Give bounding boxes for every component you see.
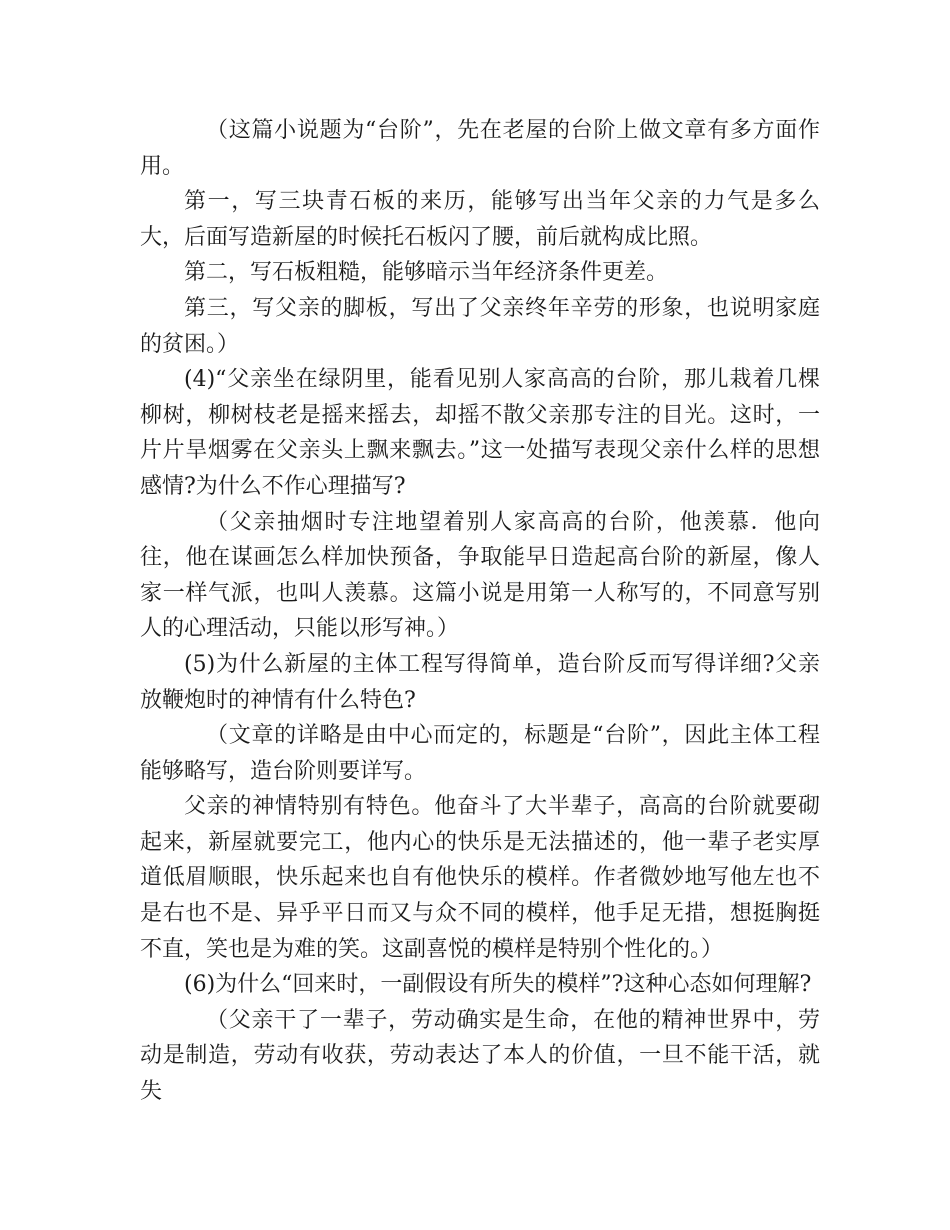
answer-4: （父亲抽烟时专注地望着别人家高高的台阶，他羡慕．他向往，他在谋画怎么样加快预备，争取能早日造起高台阶的新屋，像人家一样气派，也叫人羡慕。这篇小说是用第一人称写的，不同意写别人的心理活动，只能以形写神。）	[140, 509, 820, 642]
paragraph-point-three: 第三，写父亲的脚板，写出了父亲终年辛劳的形象，也说明家庭的贫困。）	[140, 295, 820, 357]
answer-5-part-2: 父亲的神情特别有特色。他奋斗了大半辈子，高高的台阶就要砌起来，新屋就要完工，他内心的快乐是无法描述的，他一辈子老实厚道低眉顺眼，快乐起来也自有他快乐的模样。作者微妙地写他左也不是右也不是、异乎平日而又与众不同的模样，他手足无措，想挺胸挺不直，笑也是为难的笑。这副喜悦的模样是特别个性化的。）	[140, 794, 820, 962]
document-body	[140, 113, 820, 1110]
answer-6: （父亲干了一辈子，劳动确实是生命，在他的精神世界中，劳动是制造，劳动有收获，劳动表达了本人的价值，一旦不能干活，就失	[140, 1007, 820, 1105]
answer-5-part-1: （文章的详略是由中心而定的，标题是“台阶”，因此主体工程能够略写，造台阶则要详写。	[140, 723, 820, 784]
paragraph-point-one: 第一，写三块青石板的来历，能够写出当年父亲的力气是多么大，后面写造新屋的时候托石板闪了腰，前后就构成比照。	[140, 189, 820, 250]
paragraph-point-two: 第二，写石板粗糙，能够暗示当年经济条件更差。	[184, 260, 669, 286]
question-4: (4)“父亲坐在绿阴里，能看见别人家高高的台阶，那儿栽着几棵柳树，柳树枝老是摇来摇去，却摇不散父亲那专注的目光。这时，一片片旱烟雾在父亲头上飘来飘去。”这一处描写表现父亲什么样的思想感情?为什么不作心理描写?	[140, 367, 820, 499]
question-6: (6)为什么“回来时，一副假设有所失的模样”?这种心态如何理解?	[184, 972, 812, 998]
answer-paragraph-intro: （这篇小说题为“台阶”，先在老屋的台阶上做文章有多方面作用。	[140, 118, 820, 179]
question-5: (5)为什么新屋的主体工程写得简单，造台阶反而写得详细?父亲放鞭炮时的神情有什么特色?	[140, 651, 820, 713]
